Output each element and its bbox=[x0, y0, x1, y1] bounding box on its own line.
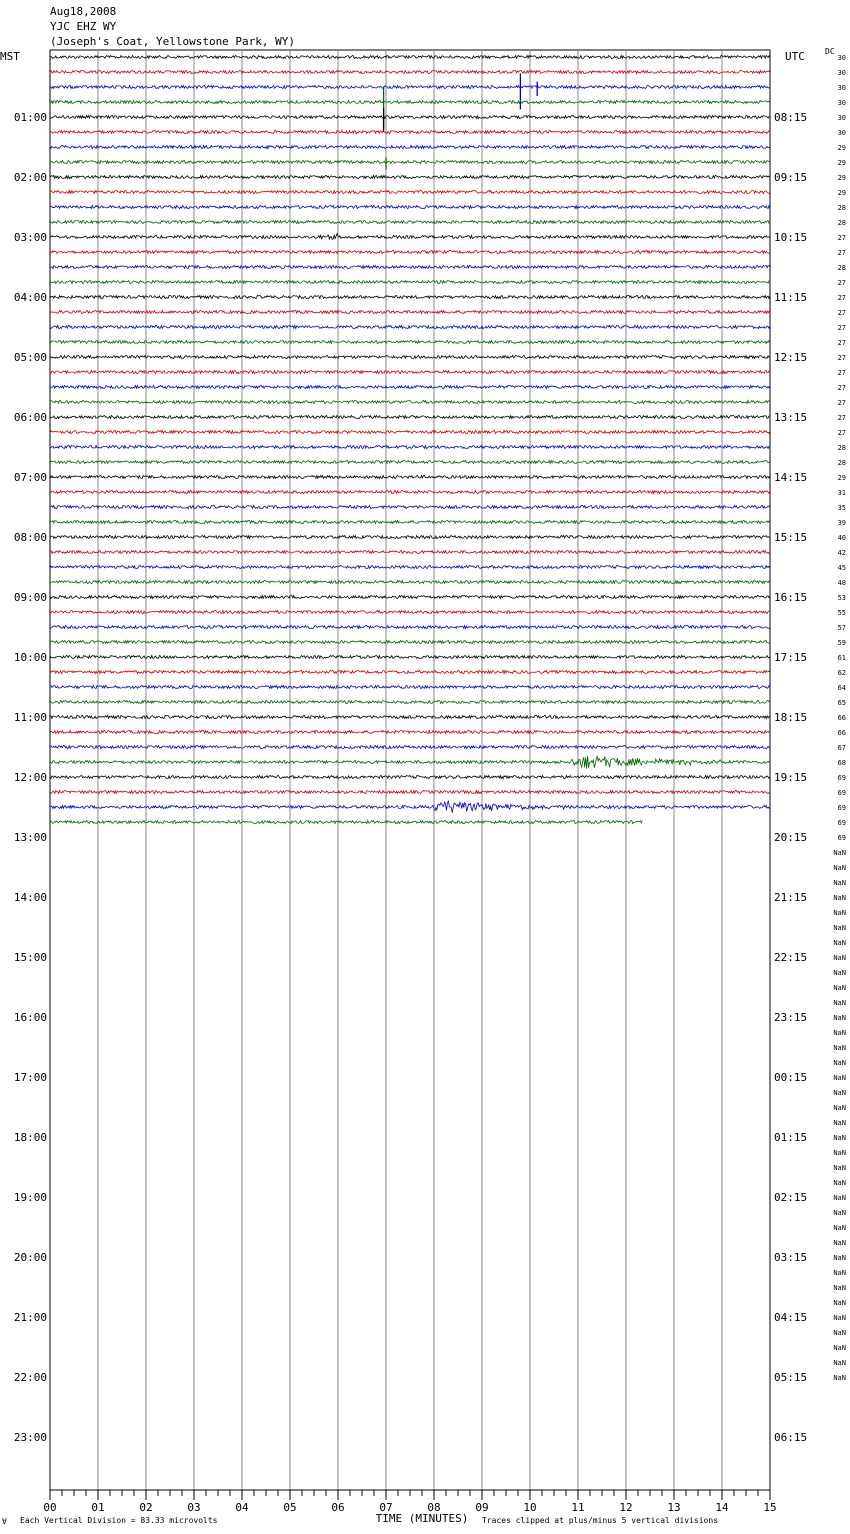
trace-row bbox=[50, 131, 770, 134]
trace-row bbox=[50, 746, 770, 749]
dc-offset-value: NaN bbox=[833, 1299, 846, 1307]
left-hour-label: 19:00 bbox=[13, 1191, 47, 1204]
trace-row bbox=[50, 326, 770, 329]
dc-offset-value: NaN bbox=[833, 1164, 846, 1172]
dc-offset-value: NaN bbox=[833, 1374, 846, 1382]
dc-offset-value: NaN bbox=[833, 1179, 846, 1187]
dc-offset-value: NaN bbox=[833, 1224, 846, 1232]
dc-offset-value: NaN bbox=[833, 939, 846, 947]
trace-row bbox=[50, 401, 770, 404]
dc-offset-value: NaN bbox=[833, 864, 846, 872]
dc-offset-value: 27 bbox=[837, 339, 846, 347]
trace-row bbox=[50, 801, 770, 813]
trace-row bbox=[50, 234, 770, 240]
dc-offset-value: NaN bbox=[833, 1209, 846, 1217]
axis-labels bbox=[2, 54, 846, 1526]
footer-left-mark: ∀ bbox=[2, 1517, 7, 1526]
x-tick-label: 05 bbox=[283, 1501, 297, 1514]
right-hour-label: 12:15 bbox=[774, 351, 808, 364]
dc-offset-value: NaN bbox=[833, 894, 846, 902]
right-hour-label: 00:15 bbox=[774, 1071, 808, 1084]
dc-offset-value: NaN bbox=[833, 1074, 846, 1082]
trace-row bbox=[50, 161, 770, 164]
dc-offset-value: 42 bbox=[837, 549, 846, 557]
dc-offset-value: 69 bbox=[837, 789, 846, 797]
right-hour-label: 04:15 bbox=[774, 1311, 808, 1324]
dc-offset-value: 28 bbox=[837, 204, 846, 212]
trace-row bbox=[50, 311, 770, 314]
left-hour-label: 12:00 bbox=[13, 771, 47, 784]
dc-offset-value: 28 bbox=[837, 459, 846, 467]
dc-offset-value: 69 bbox=[837, 774, 846, 782]
dc-offset-value: 30 bbox=[837, 99, 846, 107]
dc-offset-value: 27 bbox=[837, 354, 846, 362]
clip-note: Traces clipped at plus/minus 5 vertical divisions bbox=[482, 1516, 719, 1525]
trace-row bbox=[50, 101, 770, 104]
trace-row bbox=[50, 491, 770, 494]
dc-offset-value: 67 bbox=[837, 744, 846, 752]
dc-offset-value: 27 bbox=[837, 279, 846, 287]
trace-row bbox=[50, 656, 770, 659]
left-hour-label: 01:00 bbox=[13, 111, 47, 124]
right-hour-label: 15:15 bbox=[774, 531, 808, 544]
left-timezone-label: MST bbox=[0, 50, 20, 63]
dc-offset-value: 69 bbox=[837, 834, 846, 842]
trace-row bbox=[50, 626, 770, 629]
dc-offset-value: 68 bbox=[837, 759, 846, 767]
dc-offset-value: 27 bbox=[837, 414, 846, 422]
right-hour-label: 20:15 bbox=[774, 831, 808, 844]
dc-offset-value: NaN bbox=[833, 999, 846, 1007]
trace-row bbox=[50, 371, 770, 374]
trace-row bbox=[50, 536, 770, 539]
dc-offset-value: NaN bbox=[833, 984, 846, 992]
dc-offset-header: DC bbox=[825, 47, 835, 56]
dc-offset-value: 45 bbox=[837, 564, 846, 572]
dc-offset-value: 69 bbox=[837, 804, 846, 812]
dc-offset-value: 69 bbox=[837, 819, 846, 827]
x-tick-label: 11 bbox=[571, 1501, 585, 1514]
dc-offset-value: 62 bbox=[837, 669, 846, 677]
dc-offset-value: NaN bbox=[833, 849, 846, 857]
trace-row bbox=[50, 716, 770, 719]
trace-row bbox=[50, 191, 770, 194]
dc-offset-value: 65 bbox=[837, 699, 846, 707]
dc-offset-value: 30 bbox=[837, 129, 846, 137]
trace-row bbox=[50, 86, 770, 89]
x-tick-label: 12 bbox=[619, 1501, 633, 1514]
right-hour-label: 19:15 bbox=[774, 771, 808, 784]
left-hour-label: 16:00 bbox=[13, 1011, 47, 1024]
dc-offset-value: 64 bbox=[837, 684, 846, 692]
trace-row bbox=[50, 116, 770, 119]
seismic-traces bbox=[50, 56, 770, 824]
right-hour-label: 21:15 bbox=[774, 891, 808, 904]
trace-row bbox=[50, 566, 770, 569]
trace-row bbox=[50, 386, 770, 389]
left-hour-label: 10:00 bbox=[13, 651, 47, 664]
trace-row bbox=[50, 446, 770, 449]
dc-offset-value: 27 bbox=[837, 384, 846, 392]
trace-row bbox=[50, 431, 770, 434]
x-tick-label: 15 bbox=[763, 1501, 777, 1514]
dc-offset-value: NaN bbox=[833, 1314, 846, 1322]
dc-offset-value: NaN bbox=[833, 1119, 846, 1127]
left-hour-label: 15:00 bbox=[13, 951, 47, 964]
trace-row bbox=[50, 266, 770, 269]
right-hour-label: 16:15 bbox=[774, 591, 808, 604]
dc-offset-value: 48 bbox=[837, 579, 846, 587]
left-hour-label: 04:00 bbox=[13, 291, 47, 304]
trace-row bbox=[50, 756, 770, 769]
dc-offset-value: 29 bbox=[837, 189, 846, 197]
left-hour-label: 08:00 bbox=[13, 531, 47, 544]
trace-row bbox=[50, 356, 770, 359]
dc-offset-value: 29 bbox=[837, 144, 846, 152]
trace-row bbox=[50, 461, 770, 464]
dc-offset-value: 27 bbox=[837, 369, 846, 377]
right-hour-label: 22:15 bbox=[774, 951, 808, 964]
x-tick-label: 07 bbox=[379, 1501, 393, 1514]
trace-row bbox=[50, 596, 770, 599]
dc-offset-value: NaN bbox=[833, 954, 846, 962]
left-hour-label: 06:00 bbox=[13, 411, 47, 424]
trace-row bbox=[50, 731, 770, 734]
right-hour-label: 17:15 bbox=[774, 651, 808, 664]
dc-offset-value: NaN bbox=[833, 1359, 846, 1367]
trace-row bbox=[50, 416, 770, 419]
left-hour-label: 21:00 bbox=[13, 1311, 47, 1324]
left-hour-label: 03:00 bbox=[13, 231, 47, 244]
dc-offset-value: 28 bbox=[837, 444, 846, 452]
dc-offset-value: 27 bbox=[837, 399, 846, 407]
dc-offset-value: 40 bbox=[837, 534, 846, 542]
dc-offset-value: 61 bbox=[837, 654, 846, 662]
left-hour-label: 17:00 bbox=[13, 1071, 47, 1084]
x-tick-label: 00 bbox=[43, 1501, 57, 1514]
trace-row bbox=[50, 146, 770, 149]
dc-offset-value: NaN bbox=[833, 1014, 846, 1022]
right-hour-label: 08:15 bbox=[774, 111, 808, 124]
trace-row bbox=[50, 206, 770, 209]
dc-offset-value: 27 bbox=[837, 234, 846, 242]
x-tick-label: 04 bbox=[235, 1501, 249, 1514]
dc-offset-value: 30 bbox=[837, 54, 846, 62]
dc-offset-value: 57 bbox=[837, 624, 846, 632]
dc-offset-value: 29 bbox=[837, 474, 846, 482]
trace-row bbox=[50, 221, 770, 224]
dc-offset-value: NaN bbox=[833, 1239, 846, 1247]
right-hour-label: 13:15 bbox=[774, 411, 808, 424]
right-hour-label: 11:15 bbox=[774, 291, 808, 304]
vertical-division-scale: Each Vertical Division = 83.33 microvolts bbox=[20, 1516, 218, 1525]
trace-row bbox=[50, 776, 770, 779]
dc-offset-value: 30 bbox=[837, 69, 846, 77]
dc-offset-value: NaN bbox=[833, 1284, 846, 1292]
x-tick-label: 13 bbox=[667, 1501, 681, 1514]
dc-offset-value: NaN bbox=[833, 1269, 846, 1277]
left-hour-label: 09:00 bbox=[13, 591, 47, 604]
trace-row bbox=[50, 581, 770, 584]
dc-offset-value: 66 bbox=[837, 729, 846, 737]
dc-offset-value: 27 bbox=[837, 324, 846, 332]
right-hour-label: 14:15 bbox=[774, 471, 808, 484]
trace-row bbox=[50, 611, 770, 614]
left-hour-label: 13:00 bbox=[13, 831, 47, 844]
left-hour-label: 20:00 bbox=[13, 1251, 47, 1264]
dc-offset-value: NaN bbox=[833, 1044, 846, 1052]
trace-row bbox=[50, 281, 770, 284]
dc-offset-value: 27 bbox=[837, 309, 846, 317]
trace-row bbox=[50, 551, 770, 554]
right-hour-label: 01:15 bbox=[774, 1131, 808, 1144]
left-hour-label: 23:00 bbox=[13, 1431, 47, 1444]
trace-row bbox=[50, 296, 770, 299]
dc-offset-value: NaN bbox=[833, 1089, 846, 1097]
right-hour-label: 02:15 bbox=[774, 1191, 808, 1204]
dc-offset-value: NaN bbox=[833, 1194, 846, 1202]
trace-row bbox=[50, 701, 770, 704]
dc-offset-value: NaN bbox=[833, 909, 846, 917]
dc-offset-value: NaN bbox=[833, 1029, 846, 1037]
left-hour-label: 14:00 bbox=[13, 891, 47, 904]
left-hour-label: 22:00 bbox=[13, 1371, 47, 1384]
dc-offset-value: NaN bbox=[833, 969, 846, 977]
trace-row bbox=[50, 671, 770, 674]
dc-offset-value: 27 bbox=[837, 294, 846, 302]
dc-offset-value: NaN bbox=[833, 1059, 846, 1067]
x-tick-label: 09 bbox=[475, 1501, 489, 1514]
left-hour-label: 05:00 bbox=[13, 351, 47, 364]
dc-offset-value: 30 bbox=[837, 84, 846, 92]
right-hour-label: 10:15 bbox=[774, 231, 808, 244]
x-tick-label: 10 bbox=[523, 1501, 537, 1514]
station-code: YJC EHZ WY bbox=[50, 20, 117, 33]
chart-date: Aug18,2008 bbox=[50, 5, 117, 18]
right-hour-label: 05:15 bbox=[774, 1371, 808, 1384]
trace-row bbox=[50, 56, 770, 59]
trace-row bbox=[50, 251, 770, 254]
trace-row bbox=[50, 476, 770, 479]
dc-offset-value: NaN bbox=[833, 1149, 846, 1157]
right-hour-label: 18:15 bbox=[774, 711, 808, 724]
trace-row bbox=[50, 821, 642, 824]
dc-offset-value: NaN bbox=[833, 1254, 846, 1262]
dc-offset-value: 30 bbox=[837, 114, 846, 122]
trace-row bbox=[50, 506, 770, 509]
x-tick-label: 14 bbox=[715, 1501, 729, 1514]
dc-offset-value: 27 bbox=[837, 249, 846, 257]
dc-offset-value: NaN bbox=[833, 1344, 846, 1352]
x-tick-label: 08 bbox=[427, 1501, 441, 1514]
left-hour-label: 02:00 bbox=[13, 171, 47, 184]
x-tick-label: 01 bbox=[91, 1501, 105, 1514]
trace-row bbox=[50, 686, 770, 689]
trace-row bbox=[50, 71, 770, 74]
right-hour-label: 06:15 bbox=[774, 1431, 808, 1444]
trace-row bbox=[50, 791, 770, 794]
x-tick-label: 06 bbox=[331, 1501, 345, 1514]
plot-frame bbox=[50, 50, 770, 1490]
dc-offset-value: 35 bbox=[837, 504, 846, 512]
dc-offset-value: 29 bbox=[837, 174, 846, 182]
right-hour-label: 03:15 bbox=[774, 1251, 808, 1264]
dc-offset-value: NaN bbox=[833, 879, 846, 887]
dc-offset-value: 28 bbox=[837, 219, 846, 227]
dc-offset-value: 27 bbox=[837, 429, 846, 437]
dc-offset-value: 28 bbox=[837, 264, 846, 272]
trace-row bbox=[50, 176, 770, 179]
dc-offset-value: NaN bbox=[833, 1104, 846, 1112]
station-location: (Joseph's Coat, Yellowstone Park, WY) bbox=[50, 35, 296, 48]
dc-offset-value: 55 bbox=[837, 609, 846, 617]
right-hour-label: 09:15 bbox=[774, 171, 808, 184]
left-hour-label: 07:00 bbox=[13, 471, 47, 484]
x-tick-label: 02 bbox=[139, 1501, 153, 1514]
left-hour-label: 11:00 bbox=[13, 711, 47, 724]
x-tick-label: 03 bbox=[187, 1501, 201, 1514]
trace-row bbox=[50, 521, 770, 524]
dc-offset-value: 59 bbox=[837, 639, 846, 647]
dc-offset-value: NaN bbox=[833, 1134, 846, 1142]
dc-offset-value: NaN bbox=[833, 924, 846, 932]
left-hour-label: 18:00 bbox=[13, 1131, 47, 1144]
dc-offset-value: 39 bbox=[837, 519, 846, 527]
trace-row bbox=[50, 641, 770, 644]
dc-offset-value: 29 bbox=[837, 159, 846, 167]
dc-offset-value: 53 bbox=[837, 594, 846, 602]
right-timezone-label: UTC bbox=[785, 50, 805, 63]
dc-offset-value: 66 bbox=[837, 714, 846, 722]
right-hour-label: 23:15 bbox=[774, 1011, 808, 1024]
dc-offset-value: NaN bbox=[833, 1329, 846, 1337]
dc-offset-value: 31 bbox=[837, 489, 846, 497]
x-axis-title: TIME (MINUTES) bbox=[375, 1512, 469, 1525]
trace-row bbox=[50, 341, 770, 344]
